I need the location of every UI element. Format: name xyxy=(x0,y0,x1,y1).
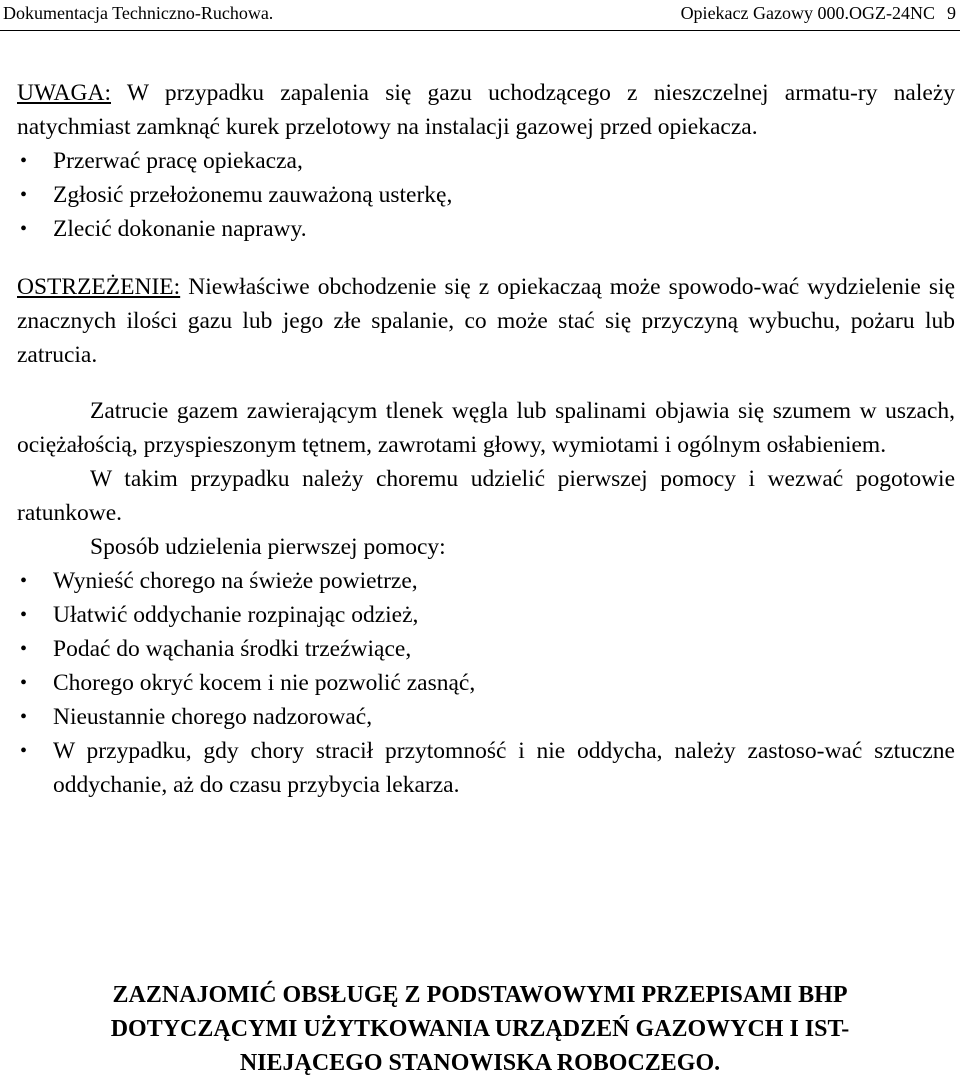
first-aid-heading: Sposób udzielenia pierwszej pomocy: xyxy=(90,534,446,560)
ostrzezenie-paragraph xyxy=(17,270,955,372)
list-item xyxy=(17,144,955,178)
list-item xyxy=(17,700,955,734)
first-aid-steps-list xyxy=(17,564,955,802)
bullet-icon: • xyxy=(20,672,28,694)
bullet-icon: • xyxy=(20,184,28,206)
bullet-icon: • xyxy=(20,570,28,592)
safety-notice-line: NIEJĄCEGO STANOWISKA ROBOCZEGO. xyxy=(239,1050,721,1076)
list-item xyxy=(17,632,955,666)
list-item-text: Przerwać pracę opiekacza, xyxy=(53,148,303,174)
bullet-icon: • xyxy=(20,706,28,728)
safety-notice-line: DOTYCZĄCYMI UŻYTKOWANIA URZĄDZEŃ GAZOWYCH I IST- xyxy=(110,1016,850,1042)
bullet-icon: • xyxy=(20,218,28,240)
header-document-title: Dokumentacja Techniczno-Ruchowa. xyxy=(3,3,274,23)
uwaga-bullet-list xyxy=(17,144,955,246)
list-item xyxy=(17,564,955,598)
safety-notice xyxy=(0,978,960,1080)
list-item-text: Zlecić dokonanie naprawy. xyxy=(53,216,307,242)
list-item-text: Podać do wąchania środki trzeźwiące, xyxy=(53,636,412,662)
bullet-icon: • xyxy=(20,150,28,172)
list-item-text: Nieustannie chorego nadzorować, xyxy=(53,704,373,730)
first-aid-paragraph: W takim przypadku należy choremu udzielić pierwszej pomocy i wezwać pogotowie ratunkowe. xyxy=(17,466,955,526)
list-item xyxy=(17,178,955,212)
uwaga-text: W przypadku zapalenia się gazu uchodzącego z nieszczelnej armatu-ry należy natychmiast zamknąć kurek przelotowy na instalacji gazowej przed opiekacza. xyxy=(17,80,956,140)
list-item-text: Zgłosić przełożonemu zauważoną usterkę, xyxy=(53,182,453,208)
bullet-icon: • xyxy=(20,604,28,626)
list-item-text: Wynieść chorego na świeże powietrze, xyxy=(53,568,418,594)
uwaga-paragraph xyxy=(17,76,955,144)
page-number: 9 xyxy=(947,3,956,23)
page-header xyxy=(0,0,960,31)
list-item xyxy=(17,666,955,700)
bullet-icon: • xyxy=(20,638,28,660)
list-item xyxy=(17,212,955,246)
safety-notice-line: ZAZNAJOMIĆ OBSŁUGĘ Z PODSTAWOWYMI PRZEPISAMI BHP xyxy=(112,982,848,1008)
list-item xyxy=(17,734,955,802)
list-item-text: Ułatwić oddychanie rozpinając odzież, xyxy=(53,602,419,628)
list-item-text: Chorego okryć kocem i nie pozwolić zasnąć, xyxy=(53,670,476,696)
page-body xyxy=(17,76,955,802)
list-item xyxy=(17,598,955,632)
list-item-text: W przypadku, gdy chory stracił przytomność i nie oddycha, należy zastoso-wać sztuczne oddychanie, aż do czasu przybycia lekarza. xyxy=(53,738,955,798)
uwaga-label: UWAGA: xyxy=(17,80,111,106)
zatrucie-paragraph: Zatrucie gazem zawierającym tlenek węgla lub spalinami objawia się szumem w uszach, ociężałością, przyspieszonym tętnem, zawrotami głowy, wymiotami i ogólnym osłabieniem. xyxy=(17,398,955,458)
header-product-info xyxy=(681,0,956,26)
bullet-icon: • xyxy=(20,740,28,762)
header-product-name: Opiekacz Gazowy 000.OGZ-24NC xyxy=(680,3,935,23)
ostrzezenie-label: OSTRZEŻENIE: xyxy=(17,274,181,300)
ostrzezenie-text: Niewłaściwe obchodzenie się z opiekaczaą może spowodo-wać wydzielenie się znacznych ilości gazu lub jego złe spalanie, co może stać się przyczyną wybuchu, pożaru lub zatrucia. xyxy=(17,274,956,368)
